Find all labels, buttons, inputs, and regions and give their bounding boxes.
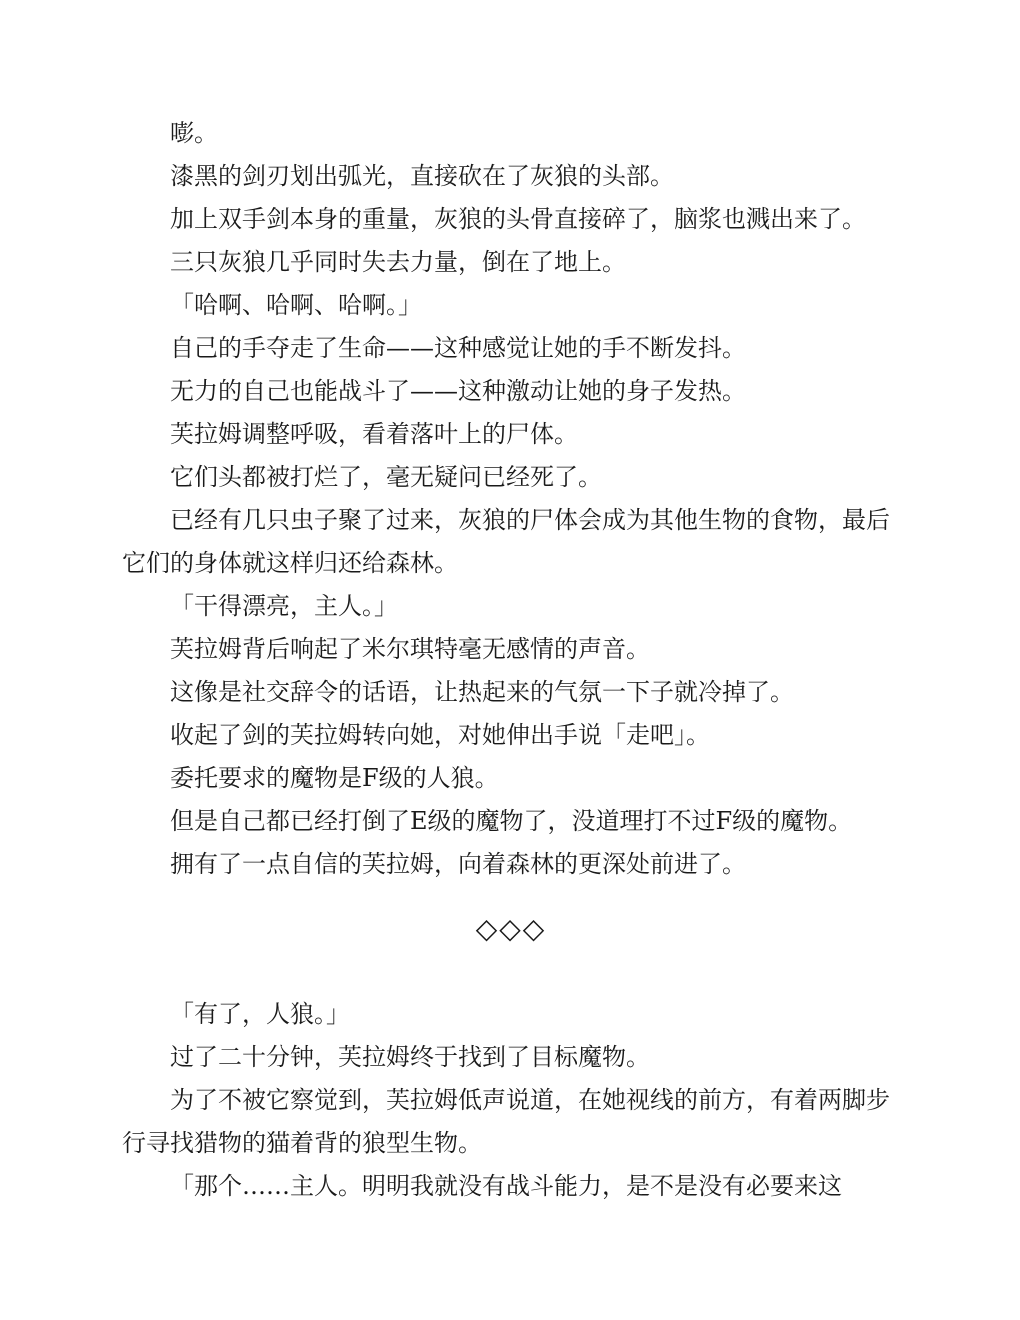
- paragraph: 过了二十分钟，芙拉姆终于找到了目标魔物。: [170, 1043, 650, 1071]
- paragraph: 芙拉姆背后响起了米尔琪特毫无感情的声音。: [170, 635, 650, 663]
- paragraph: 「干得漂亮，主人。」: [170, 592, 398, 620]
- paragraph: 「哈啊、哈啊、哈啊。」: [170, 291, 422, 319]
- scene-separator: ◇◇◇: [475, 912, 547, 945]
- paragraph: 漆黑的剑刃划出弧光，直接砍在了灰狼的头部。: [170, 162, 674, 190]
- paragraph: 收起了剑的芙拉姆转向她，对她伸出手说「走吧」。: [170, 721, 710, 749]
- paragraph: 自己的手夺走了生命——这种感觉让她的手不断发抖。: [170, 334, 746, 362]
- paragraph: 这像是社交辞令的话语，让热起来的气氛一下子就冷掉了。: [170, 678, 794, 706]
- paragraph: 嘭。: [170, 119, 218, 147]
- paragraph: 「那个……主人。明明我就没有战斗能力，是不是没有必要来这: [170, 1172, 842, 1200]
- paragraph: 它们头都被打烂了，毫无疑问已经死了。: [170, 463, 602, 491]
- paragraph: 委托要求的魔物是F级的人狼。: [170, 764, 499, 792]
- paragraph: 芙拉姆调整呼吸，看着落叶上的尸体。: [170, 420, 578, 448]
- paragraph: 「有了，人狼。」: [170, 1000, 350, 1028]
- paragraph: 拥有了一点自信的芙拉姆，向着森林的更深处前进了。: [170, 850, 746, 878]
- paragraph: 无力的自己也能战斗了——这种激动让她的身子发热。: [170, 377, 746, 405]
- paragraph: 加上双手剑本身的重量，灰狼的头骨直接碎了，脑浆也溅出来了。: [170, 205, 866, 233]
- paragraph: 已经有几只虫子聚了过来，灰狼的尸体会成为其他生物的食物，最后它们的身体就这样归还给森林。: [122, 506, 890, 577]
- paragraph: 为了不被它察觉到，芙拉姆低声说道，在她视线的前方，有着两脚步行寻找猎物的猫着背的狼型生物。: [122, 1086, 890, 1157]
- paragraph: 三只灰狼几乎同时失去力量，倒在了地上。: [170, 248, 626, 276]
- body-text: [122, 112, 900, 1208]
- paragraph: 但是自己都已经打倒了E级的魔物了，没道理打不过F级的魔物。: [170, 807, 853, 835]
